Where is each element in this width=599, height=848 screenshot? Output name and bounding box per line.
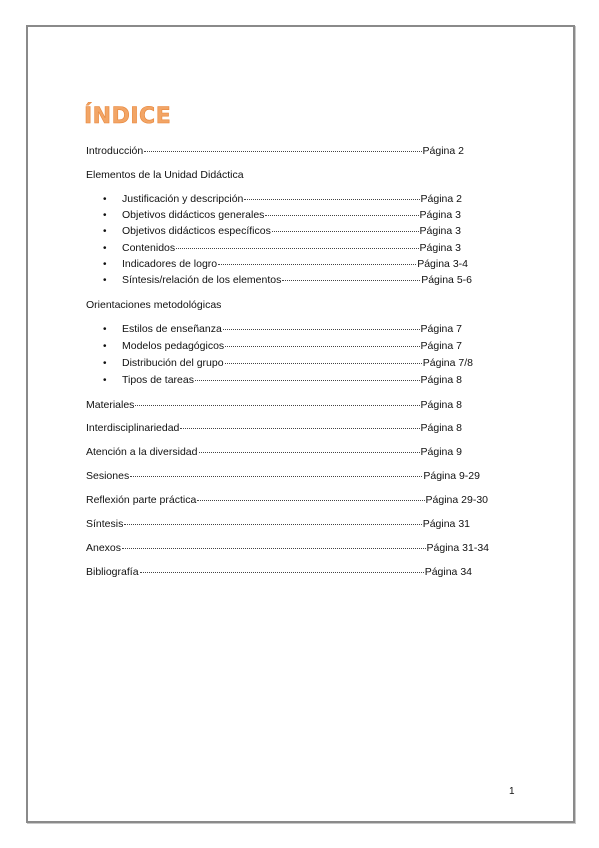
toc-entry-page: Página 3 xyxy=(419,242,461,254)
section-heading-orientaciones: Orientaciones metodológicas xyxy=(86,299,222,311)
toc-entry-page: Página 9 xyxy=(420,446,462,458)
bullet-icon: • xyxy=(103,275,107,286)
dot-leader xyxy=(225,363,422,364)
dot-leader xyxy=(244,199,419,200)
toc-entry-label: Síntesis/relación de los elementos xyxy=(122,274,282,286)
bullet-icon: • xyxy=(103,226,107,237)
index-title: ÍNDICE xyxy=(84,104,172,129)
toc-entry-page: Página 29-30 xyxy=(425,494,488,506)
bullet-icon: • xyxy=(103,243,107,254)
toc-entry-page: Página 31-34 xyxy=(426,542,489,554)
toc-entry xyxy=(86,518,470,531)
dot-leader xyxy=(144,151,421,152)
toc-entry xyxy=(122,258,468,271)
toc-entry xyxy=(122,274,472,287)
bullet-icon: • xyxy=(103,358,107,369)
toc-entry xyxy=(86,494,488,507)
toc-entry xyxy=(122,357,473,370)
toc-entry-page: Página 31 xyxy=(422,518,470,530)
toc-entry xyxy=(122,340,462,353)
toc-entry-page: Página 7/8 xyxy=(422,357,473,369)
toc-entry-page: Página 34 xyxy=(424,566,472,578)
toc-entry-page: Página 3-4 xyxy=(417,258,468,270)
dot-leader xyxy=(130,476,422,477)
toc-entry xyxy=(122,323,462,336)
toc-entry xyxy=(86,399,462,412)
section-heading-elementos: Elementos de la Unidad Didáctica xyxy=(86,169,244,181)
toc-entry-label: Síntesis xyxy=(86,518,124,530)
bullet-icon: • xyxy=(103,324,107,335)
dot-leader xyxy=(180,428,419,429)
toc-entry-label: Objetivos didácticos específicos xyxy=(122,225,271,237)
toc-entry-page: Página 9-29 xyxy=(423,470,480,482)
dot-leader xyxy=(195,380,420,381)
toc-entry-page: Página 3 xyxy=(419,209,461,221)
toc-entry-page: Página 3 xyxy=(419,225,461,237)
toc-entry-page: Página 8 xyxy=(420,399,462,411)
dot-leader xyxy=(225,346,419,347)
toc-entry-label: Modelos pedagógicos xyxy=(122,340,225,352)
toc-entry-label: Estilos de enseñanza xyxy=(122,323,222,335)
toc-entry-label: Materiales xyxy=(86,399,135,411)
toc-entry-label: Atención a la diversidad xyxy=(86,446,198,458)
dot-leader xyxy=(135,405,419,406)
toc-entry-label: Distribución del grupo xyxy=(122,357,224,369)
dot-leader xyxy=(176,248,418,249)
bullet-icon: • xyxy=(103,259,107,270)
toc-entry-page: Página 8 xyxy=(420,422,462,434)
toc-entry-page: Página 5-6 xyxy=(421,274,472,286)
page-number: 1 xyxy=(509,786,515,797)
toc-entry-introduccion xyxy=(86,145,464,158)
toc-entry-label: Contenidos xyxy=(122,242,176,254)
dot-leader xyxy=(199,452,420,453)
toc-entry-page: Página 7 xyxy=(420,323,462,335)
toc-entry xyxy=(122,193,462,206)
toc-entry-page: Página 7 xyxy=(420,340,462,352)
toc-entry-label: Anexos xyxy=(86,542,122,554)
toc-entry-page: Página 2 xyxy=(422,145,464,157)
dot-leader xyxy=(272,231,419,232)
toc-entry xyxy=(122,374,462,387)
dot-leader xyxy=(223,329,420,330)
toc-entry-page: Página 8 xyxy=(420,374,462,386)
toc-entry-label: Tipos de tareas xyxy=(122,374,194,386)
bullet-icon: • xyxy=(103,194,107,205)
bullet-icon: • xyxy=(103,210,107,221)
toc-entry-label: Interdisciplinariedad xyxy=(86,422,180,434)
toc-entry xyxy=(122,225,461,238)
toc-entry-label: Sesiones xyxy=(86,470,130,482)
bullet-icon: • xyxy=(103,341,107,352)
toc-entry xyxy=(122,209,461,222)
toc-entry xyxy=(86,566,472,579)
toc-entry xyxy=(86,542,489,555)
toc-entry-label: Objetivos didácticos generales xyxy=(122,209,265,221)
toc-entry xyxy=(86,422,462,435)
toc-entry-label: Bibliografía xyxy=(86,566,139,578)
toc-entry xyxy=(86,446,462,459)
toc-entry-label: Justificación y descripción xyxy=(122,193,244,205)
dot-leader xyxy=(265,215,418,216)
toc-entry-label: Indicadores de logro xyxy=(122,258,218,270)
toc-entry xyxy=(122,242,461,255)
dot-leader xyxy=(124,524,421,525)
dot-leader xyxy=(282,280,420,281)
toc-entry xyxy=(86,470,480,483)
dot-leader xyxy=(122,548,426,549)
dot-leader xyxy=(197,500,424,501)
bullet-icon: • xyxy=(103,375,107,386)
dot-leader xyxy=(218,264,416,265)
toc-entry-label: Reflexión parte práctica xyxy=(86,494,197,506)
toc-entry-label: Introducción xyxy=(86,145,144,157)
toc-entry-page: Página 2 xyxy=(420,193,462,205)
dot-leader xyxy=(140,572,424,573)
